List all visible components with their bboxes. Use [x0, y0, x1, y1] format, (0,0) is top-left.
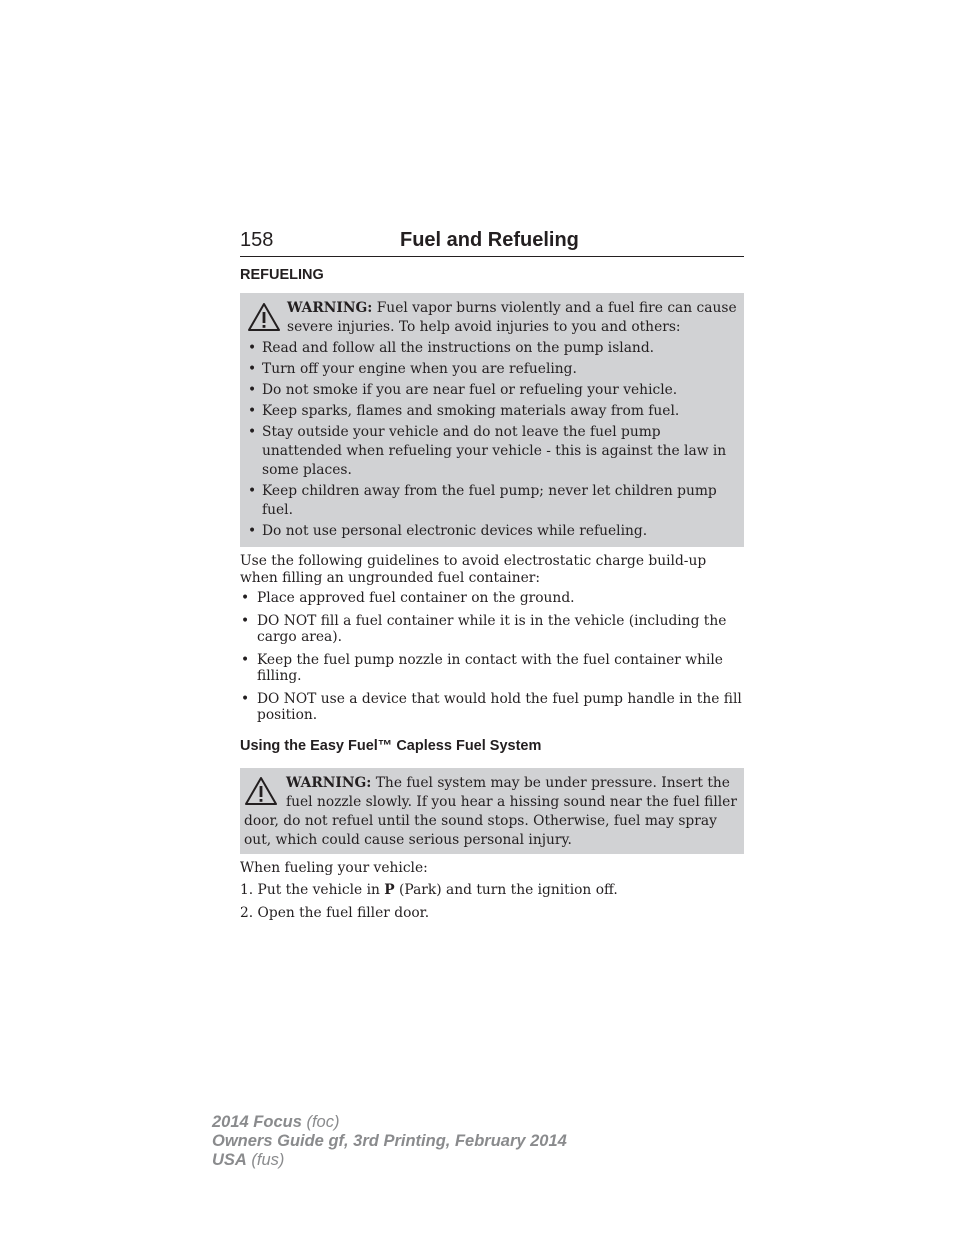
page-number: 158	[240, 229, 274, 251]
guidelines-intro: Use the following guidelines to avoid electrostatic charge build-up when filling an ungrounded fuel container:	[240, 553, 707, 586]
step-1-prefix: 1. Put the vehicle in	[240, 882, 385, 898]
warning-text	[244, 299, 738, 337]
warning-label: WARNING:	[287, 300, 373, 316]
page-header	[240, 229, 744, 257]
footer-market: USA	[212, 1151, 247, 1169]
list-item: • Turn off your engine when you are refueling.	[244, 360, 738, 379]
list-item: • Place approved fuel container on the ground.	[240, 590, 744, 607]
footer-model: 2014 Focus	[212, 1113, 302, 1131]
list-item: • DO NOT fill a fuel container while it is in the vehicle (including the cargo area).	[240, 613, 744, 646]
warning-list	[244, 339, 738, 541]
warning-label: WARNING:	[286, 774, 372, 791]
list-item: • Stay outside your vehicle and do not leave the fuel pump unattended when refueling your vehicle - this is against the law in some places.	[244, 423, 738, 480]
list-item: • Do not use personal electronic devices while refueling.	[244, 522, 738, 541]
step-1-suffix: (Park) and turn the ignition off.	[394, 882, 618, 898]
step-1	[240, 882, 744, 899]
warning-box-fuel-vapor	[240, 293, 744, 547]
step-2: 2. Open the fuel filler door.	[240, 904, 430, 921]
warning-intro: Fuel vapor burns violently and a fuel fire can cause severe injuries. To help avoid injuries to you and others:	[287, 300, 737, 335]
warning-triangle-icon	[244, 776, 278, 806]
guidelines-list	[240, 590, 744, 724]
warning-text	[244, 774, 738, 850]
list-item: • Read and follow all the instructions on the pump island.	[244, 339, 738, 358]
warning-box-pressure	[240, 768, 744, 854]
warning-body: The fuel system may be under pressure. Insert the fuel nozzle slowly. If you hear a hissing sound near the fuel filler door, do not refuel until the sound stops. Otherwise, fuel may spray out, which could cause serious personal injury.	[244, 774, 737, 848]
steps-intro: When fueling your vehicle:	[240, 859, 428, 876]
section-heading-easy-fuel: Using the Easy Fuel™ Capless Fuel System	[240, 737, 542, 754]
section-heading-refueling: REFUELING	[240, 267, 324, 283]
footer-model-code: (foc)	[301, 1113, 340, 1131]
park-label: P	[384, 882, 395, 898]
footer-line-1	[212, 1113, 567, 1132]
list-item: • DO NOT use a device that would hold the fuel pump handle in the fill position.	[240, 691, 744, 724]
list-item: • Do not smoke if you are near fuel or refueling your vehicle.	[244, 381, 738, 400]
chapter-title: Fuel and Refueling	[400, 229, 579, 251]
footer-market-code: (fus)	[246, 1151, 285, 1169]
warning-triangle-icon	[247, 302, 281, 332]
footer-line-3	[212, 1151, 567, 1170]
page-footer	[212, 1113, 567, 1170]
list-item: • Keep sparks, flames and smoking materials away from fuel.	[244, 402, 738, 421]
fueling-steps	[240, 860, 744, 922]
list-item: • Keep the fuel pump nozzle in contact with the fuel container while filling.	[240, 652, 744, 685]
list-item: • Keep children away from the fuel pump; never let children pump fuel.	[244, 482, 738, 520]
manual-page	[240, 229, 744, 927]
footer-line-2: Owners Guide gf, 3rd Printing, February 2014	[212, 1132, 567, 1150]
